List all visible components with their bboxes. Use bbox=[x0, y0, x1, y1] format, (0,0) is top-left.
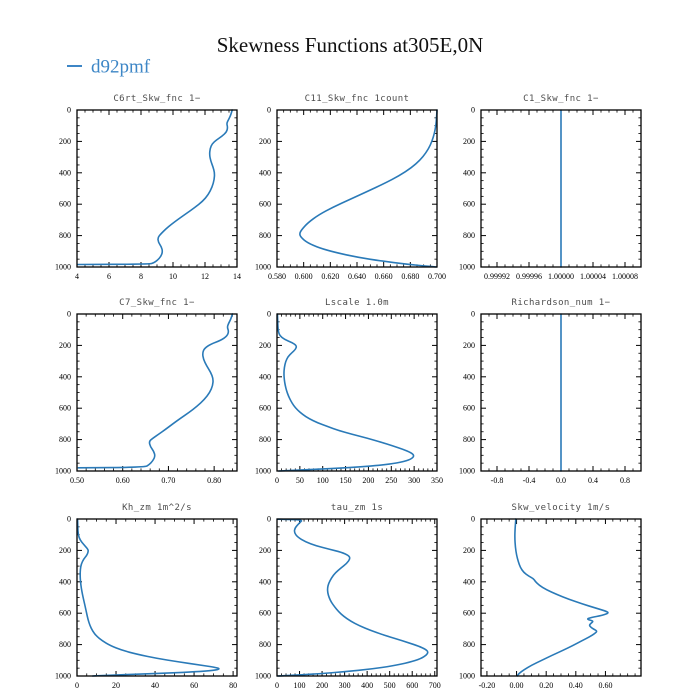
y-tick-label: 800 bbox=[463, 231, 475, 241]
x-tick-label: -0.4 bbox=[522, 476, 536, 485]
x-tick-label: 400 bbox=[361, 681, 374, 690]
x-tick-label: 200 bbox=[316, 681, 329, 690]
y-tick-label: 0 bbox=[67, 514, 71, 524]
axis-box bbox=[77, 110, 237, 267]
x-tick-label: 40 bbox=[151, 681, 160, 690]
y-tick-label: 0 bbox=[67, 309, 71, 319]
x-tick-label: 0.70 bbox=[161, 476, 176, 485]
y-tick-label: 800 bbox=[59, 640, 71, 650]
axis-box bbox=[481, 519, 641, 676]
y-tick-label: 1000 bbox=[255, 671, 271, 681]
y-tick-label: 400 bbox=[259, 372, 271, 382]
y-tick-label: 600 bbox=[59, 199, 71, 209]
x-tick-label: 14 bbox=[233, 272, 241, 281]
y-tick-label: 0 bbox=[67, 105, 71, 115]
curve-group bbox=[78, 110, 232, 264]
y-tick-label: 1000 bbox=[459, 262, 475, 272]
x-tick-label: 0 bbox=[275, 476, 279, 485]
x-tick-label: 0.0 bbox=[556, 476, 566, 485]
y-tick-label: 600 bbox=[59, 608, 71, 618]
curve-group bbox=[78, 519, 219, 676]
legend-line-icon bbox=[67, 65, 82, 67]
x-tick-label: 10 bbox=[169, 272, 177, 281]
x-tick-label: 20 bbox=[112, 681, 121, 690]
y-tick-label: 200 bbox=[463, 340, 475, 350]
axis-box bbox=[277, 314, 437, 471]
subplot-canvas-c6rt-skw-fnc bbox=[32, 85, 245, 289]
subplot-title: C7_Skw_fnc 1− bbox=[119, 298, 195, 308]
y-tick-label: 1000 bbox=[459, 671, 475, 681]
subplot-c1-skw-fnc bbox=[436, 85, 649, 289]
y-tick-label: 600 bbox=[463, 403, 475, 413]
page-title: Skewness Functions at305E,0N bbox=[216, 33, 484, 57]
x-tick-label: 0.40 bbox=[568, 681, 583, 690]
x-tick-label: 60 bbox=[190, 681, 199, 690]
x-tick-label: 8 bbox=[139, 272, 143, 281]
x-tick-label: 0.700 bbox=[428, 272, 446, 281]
y-tick-label: 600 bbox=[463, 608, 475, 618]
x-tick-label: 0.640 bbox=[348, 272, 366, 281]
x-tick-label: 80 bbox=[229, 681, 238, 690]
x-tick-label: 300 bbox=[408, 476, 421, 485]
axis-ticks bbox=[55, 515, 237, 691]
x-tick-label: 0.680 bbox=[401, 272, 420, 281]
subplot-skw-velocity bbox=[436, 494, 649, 698]
subplot-canvas-richardson-num bbox=[436, 289, 649, 493]
y-tick-label: 200 bbox=[259, 136, 271, 146]
subplot-title: C6rt_Skw_fnc 1− bbox=[113, 94, 201, 104]
subplot-lscale bbox=[232, 289, 445, 493]
y-tick-label: 800 bbox=[259, 231, 271, 241]
y-tick-label: 0 bbox=[471, 514, 475, 524]
y-tick-label: 200 bbox=[59, 340, 71, 350]
data-curve bbox=[78, 519, 219, 676]
x-tick-label: 0.60 bbox=[598, 681, 613, 690]
x-tick-label: 4 bbox=[75, 272, 79, 281]
subplot-c11-skw-fnc bbox=[232, 85, 445, 289]
y-tick-label: 400 bbox=[259, 168, 271, 178]
x-tick-label: 1.00008 bbox=[612, 272, 638, 281]
x-tick-label: 0.50 bbox=[70, 476, 84, 485]
subplot-title: tau_zm 1s bbox=[330, 503, 384, 513]
x-tick-label: 0.4 bbox=[588, 476, 598, 485]
curve-group bbox=[277, 314, 413, 471]
y-tick-label: 800 bbox=[463, 435, 475, 445]
y-tick-label: 1000 bbox=[255, 466, 271, 476]
subplot-title: Skw_velocity 1m/s bbox=[511, 503, 611, 513]
y-tick-label: 1000 bbox=[55, 671, 71, 681]
y-tick-label: 400 bbox=[463, 168, 475, 178]
x-tick-label: 0.660 bbox=[374, 272, 393, 281]
x-tick-label: 0.80 bbox=[207, 476, 222, 485]
y-tick-label: 800 bbox=[463, 640, 475, 650]
x-tick-label: 50 bbox=[295, 476, 304, 485]
legend-label: d92pmf bbox=[91, 56, 151, 78]
x-tick-label: 1.00004 bbox=[580, 272, 606, 281]
x-tick-label: 300 bbox=[338, 681, 351, 690]
x-tick-label: 0.99992 bbox=[484, 272, 510, 281]
data-curve bbox=[300, 110, 437, 267]
legend bbox=[67, 56, 150, 79]
y-tick-label: 400 bbox=[59, 372, 71, 382]
axis-ticks bbox=[459, 106, 641, 282]
axis-ticks bbox=[55, 310, 237, 486]
x-tick-label: 12 bbox=[201, 272, 209, 281]
axis-ticks bbox=[459, 515, 641, 691]
subplot-canvas-kh-zm bbox=[32, 494, 245, 698]
x-tick-label: 6 bbox=[107, 272, 111, 281]
y-tick-label: 0 bbox=[267, 309, 271, 319]
subplot-canvas-skw-velocity bbox=[436, 494, 649, 698]
subplot-title: Lscale 1.0m bbox=[324, 298, 390, 308]
axis-ticks bbox=[459, 310, 641, 486]
data-curve bbox=[78, 110, 232, 264]
subplot-canvas-tau-zm bbox=[232, 494, 445, 698]
subplot-canvas-c7-skw-fnc bbox=[32, 289, 245, 493]
x-tick-label: 0.99996 bbox=[516, 272, 542, 281]
axis-box bbox=[77, 519, 237, 676]
y-tick-label: 400 bbox=[59, 577, 71, 587]
y-tick-label: 400 bbox=[259, 577, 271, 587]
x-tick-label: 600 bbox=[406, 681, 419, 690]
subplot-title: C11_Skw_fnc 1count bbox=[304, 94, 410, 104]
x-tick-label: 0.620 bbox=[321, 272, 340, 281]
x-tick-label: 0 bbox=[75, 681, 79, 690]
data-curve bbox=[515, 519, 608, 676]
x-tick-label: -0.8 bbox=[490, 476, 504, 485]
subplot-c7-skw-fnc bbox=[32, 289, 245, 493]
curve-group bbox=[515, 519, 608, 676]
y-tick-label: 0 bbox=[267, 105, 271, 115]
axis-ticks bbox=[55, 106, 241, 282]
axis-box bbox=[77, 314, 237, 471]
y-tick-label: 200 bbox=[59, 545, 71, 555]
curve-group bbox=[277, 519, 427, 676]
x-tick-label: 100 bbox=[316, 476, 329, 485]
x-tick-label: 0.00 bbox=[509, 681, 524, 690]
x-tick-label: 0.20 bbox=[539, 681, 554, 690]
y-tick-label: 400 bbox=[59, 168, 71, 178]
axis-ticks bbox=[255, 106, 446, 282]
x-tick-label: 250 bbox=[385, 476, 398, 485]
subplot-canvas-c1-skw-fnc bbox=[436, 85, 649, 289]
y-tick-label: 200 bbox=[259, 340, 271, 350]
y-tick-label: 200 bbox=[59, 136, 71, 146]
subplot-title: Richardson_num 1− bbox=[511, 298, 611, 308]
y-tick-label: 200 bbox=[463, 545, 475, 555]
axis-box bbox=[277, 519, 437, 676]
x-tick-label: 200 bbox=[362, 476, 375, 485]
subplot-title: C1_Skw_fnc 1− bbox=[523, 94, 599, 104]
y-tick-label: 1000 bbox=[55, 466, 71, 476]
subplot-canvas-c11-skw-fnc bbox=[232, 85, 445, 289]
y-tick-label: 600 bbox=[59, 403, 71, 413]
y-tick-label: 1000 bbox=[459, 466, 475, 476]
data-curve bbox=[277, 314, 413, 471]
x-tick-label: 500 bbox=[383, 681, 396, 690]
y-tick-label: 600 bbox=[259, 608, 271, 618]
y-tick-label: 200 bbox=[259, 545, 271, 555]
subplot-tau-zm bbox=[232, 494, 445, 698]
subplot-canvas-lscale bbox=[232, 289, 445, 493]
subplot-richardson-num bbox=[436, 289, 649, 493]
y-tick-label: 0 bbox=[471, 105, 475, 115]
x-tick-label: 0.600 bbox=[294, 272, 313, 281]
axis-box bbox=[277, 110, 437, 267]
x-tick-label: 700 bbox=[428, 681, 441, 690]
y-tick-label: 600 bbox=[259, 199, 271, 209]
x-tick-label: -0.20 bbox=[478, 681, 496, 690]
y-tick-label: 200 bbox=[463, 136, 475, 146]
x-tick-label: 0.60 bbox=[115, 476, 130, 485]
x-tick-label: 350 bbox=[431, 476, 443, 485]
y-tick-label: 800 bbox=[259, 435, 271, 445]
y-tick-label: 1000 bbox=[55, 262, 71, 272]
y-tick-label: 600 bbox=[463, 199, 475, 209]
data-curve bbox=[277, 519, 427, 676]
y-tick-label: 400 bbox=[463, 372, 475, 382]
curve-group bbox=[300, 110, 437, 267]
axis-ticks bbox=[255, 515, 441, 691]
y-tick-label: 1000 bbox=[255, 262, 271, 272]
y-tick-label: 800 bbox=[59, 231, 71, 241]
x-tick-label: 100 bbox=[293, 681, 306, 690]
axis-ticks bbox=[255, 310, 443, 486]
data-curve bbox=[78, 314, 232, 468]
y-tick-label: 0 bbox=[267, 514, 271, 524]
subplot-c6rt-skw-fnc bbox=[32, 85, 245, 289]
subplot-kh-zm bbox=[32, 494, 245, 698]
y-tick-label: 0 bbox=[471, 309, 475, 319]
y-tick-label: 800 bbox=[59, 435, 71, 445]
y-tick-label: 800 bbox=[259, 640, 271, 650]
x-tick-label: 150 bbox=[339, 476, 352, 485]
x-tick-label: 0 bbox=[275, 681, 279, 690]
y-tick-label: 600 bbox=[259, 403, 271, 413]
x-tick-label: 0.580 bbox=[268, 272, 286, 281]
y-tick-label: 400 bbox=[463, 577, 475, 587]
curve-group bbox=[78, 314, 232, 468]
x-tick-label: 1.00000 bbox=[548, 272, 574, 281]
x-tick-label: 0.8 bbox=[620, 476, 630, 485]
subplot-title: Kh_zm 1m^2/s bbox=[122, 503, 192, 513]
